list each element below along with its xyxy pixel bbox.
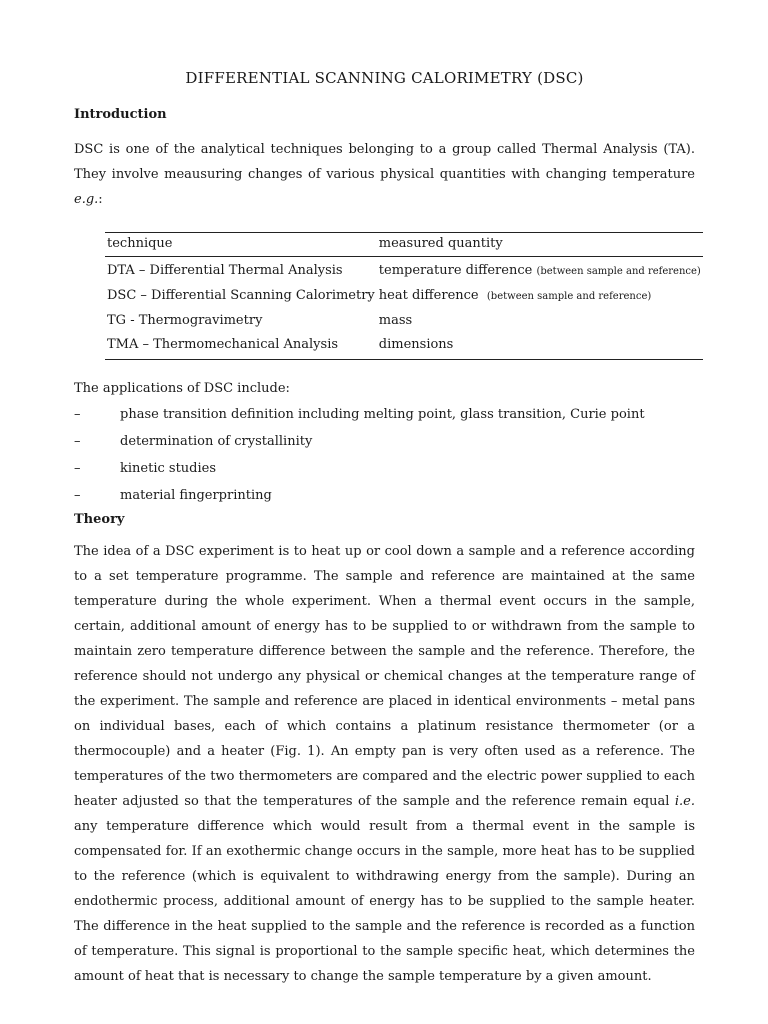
theory-heading: Theory bbox=[74, 512, 125, 527]
list-item: – determination of crystallinity bbox=[74, 434, 313, 449]
intro-paragraph: DSC is one of the analytical techniques belonging to a group called Thermal Analysis (TA). They involve meausuring changes of various physical quantities with changing temperature e.g.: bbox=[74, 142, 695, 207]
table-row bbox=[105, 284, 703, 309]
applications-intro: The applications of DSC include: bbox=[74, 381, 290, 396]
quantity-cell: heat difference (between sample and reference) bbox=[378, 288, 652, 303]
technique-cell: DSC – Differential Scanning Calorimetry bbox=[107, 288, 375, 303]
applications-list bbox=[74, 401, 695, 509]
table-header-row bbox=[105, 233, 703, 257]
techniques-table bbox=[105, 232, 703, 360]
document-page bbox=[74, 66, 701, 989]
table-row bbox=[105, 309, 703, 333]
list-item: – phase transition definition including melting point, glass transition, Curie point bbox=[74, 407, 645, 422]
theory-paragraph: The idea of a DSC experiment is to heat up or cool down a sample and a reference according to a set temperature programme. The sample and reference are maintained at the same temperature during the whole experiment. When a thermal event occurs in the sample, certain, additional amount of energy has to be supplied to or withdrawn from the sample to maintain zero temperature difference between the sample and the reference. Therefore, the reference should not undergo any physical or chemical changes at the temperature range of the experiment. The sample and reference are placed in identical environments – metal pans on individual bases, each of which contains a platinum resistance thermometer (or a thermocouple) and a heater (Fig. 1). An empty pan is very often used as a reference. The temperatures of the two thermometers are compared and the electric power supplied to each heater adjusted so that the temperatures of the sample and the reference remain equal i.e. any temperature difference which would result from a thermal event in the sample is compensated for. If an exothermic change occurs in the sample, more heat has to be supplied to the reference (which is equivalent to withdrawing energy from the sample). During an endothermic process, additional amount of energy has to be supplied to the sample heater. The difference in the heat supplied to the sample and the reference is recorded as a function of temperature. This signal is proportional to the sample specific heat, which determines the amount of heat that is necessary to change the sample temperature by a given amount. bbox=[74, 544, 695, 984]
quantity-cell: mass bbox=[378, 313, 413, 328]
quantity-cell: dimensions bbox=[377, 333, 703, 360]
header-technique: technique bbox=[105, 233, 377, 257]
list-item: – kinetic studies bbox=[74, 461, 217, 476]
technique-cell: TG - Thermogravimetry bbox=[107, 313, 263, 328]
table-row bbox=[105, 257, 703, 285]
document-title: DIFFERENTIAL SCANNING CALORIMETRY (DSC) bbox=[185, 69, 584, 87]
technique-cell: DTA – Differential Thermal Analysis bbox=[107, 263, 343, 278]
header-measured-quantity: measured quantity bbox=[377, 233, 703, 257]
list-item: – material fingerprinting bbox=[74, 488, 272, 503]
technique-cell: TMA – Thermomechanical Analysis bbox=[105, 333, 377, 360]
techniques-table-wrap bbox=[105, 232, 701, 360]
quantity-cell: temperature difference (between sample and reference) bbox=[378, 263, 701, 278]
table-row bbox=[105, 333, 703, 360]
intro-heading: Introduction bbox=[74, 107, 167, 122]
